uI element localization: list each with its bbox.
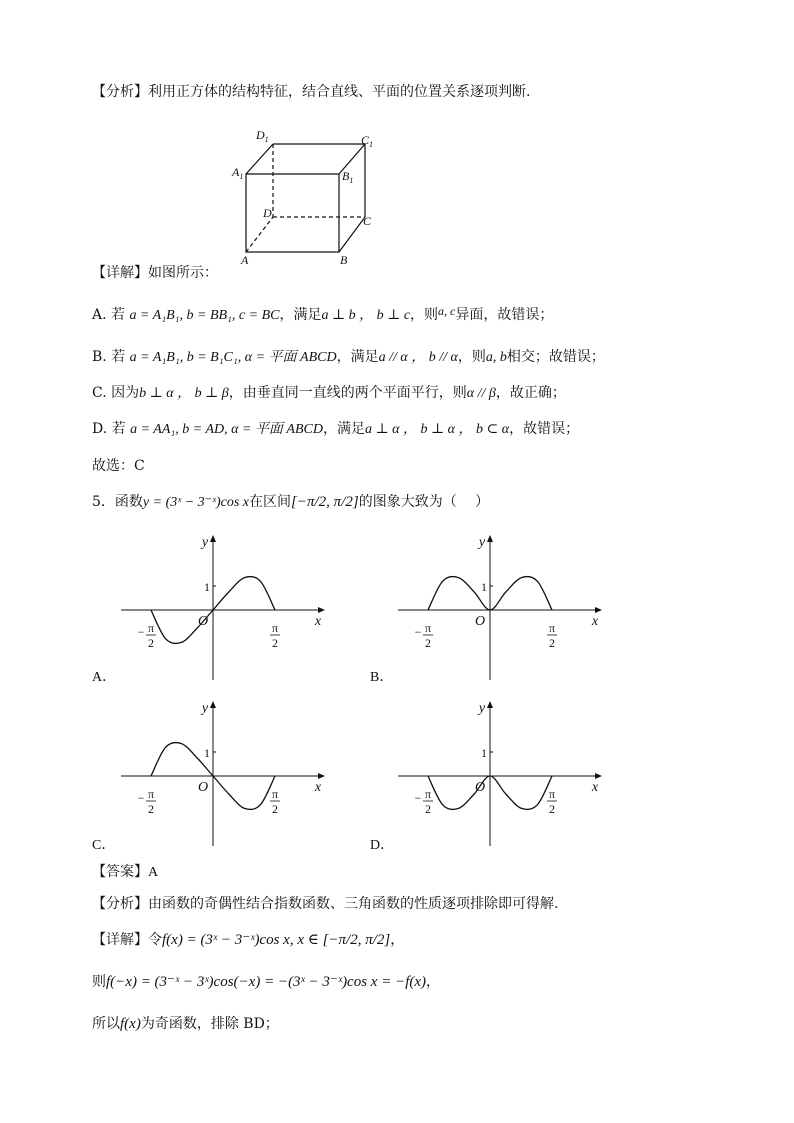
detail2-tag: 【详解】 <box>92 932 148 948</box>
tick-label-neg-pi: π <box>424 621 432 635</box>
x-label: x <box>314 780 322 795</box>
then-lead: 则 <box>92 974 106 990</box>
detail2-math: f(x) = (3ˣ − 3⁻ˣ)cos x, x ∈ [−π/2, π/2] <box>162 932 391 948</box>
detail2-tail: ， <box>390 932 405 948</box>
graph-option-c <box>118 698 328 848</box>
tick-label-minus: − <box>137 791 145 805</box>
tick-label-neg-two: 2 <box>425 802 431 816</box>
line-d-t3: ，故错误； <box>509 421 580 437</box>
line-c-rel1: b ⊥ α ， b ⊥ β <box>139 386 229 401</box>
line-a-ac: a, c <box>438 304 456 318</box>
option-c-line <box>92 383 566 404</box>
line-c-lead: C. 因为 <box>92 385 140 401</box>
line-b-ab: a, b <box>485 350 507 365</box>
so-lead: 所以 <box>92 1016 120 1032</box>
tick-label-neg-pi: π <box>147 787 155 801</box>
q5-tail: 的图象大致为（ ） <box>358 494 490 510</box>
cube-figure <box>226 124 386 268</box>
option-d-label: D． <box>370 838 395 853</box>
line-d-mid: ，满足 <box>322 421 365 437</box>
so-tail: 为奇函数，排除 BD； <box>140 1016 279 1032</box>
origin-label: O <box>474 614 486 629</box>
tick-label-minus: − <box>137 625 145 639</box>
analysis-tag: 【分析】 <box>92 84 148 100</box>
detail-line-1 <box>92 263 218 283</box>
tick-label-1: 1 <box>481 746 487 760</box>
tick-label-neg-pi: π <box>147 621 155 635</box>
detail-line-2 <box>92 930 404 950</box>
line-d-lead: D. 若 <box>92 421 126 437</box>
tick-label-neg-pi: π <box>424 787 432 801</box>
x-axis-arrow <box>595 773 602 779</box>
x-label: x <box>314 614 322 629</box>
line-a-lead: A. 若 <box>92 307 126 323</box>
detail-text: 如图所示： <box>148 265 218 281</box>
line-c-rel2: α // β <box>466 386 496 401</box>
line-b-t2: ，则 <box>457 349 486 365</box>
line-b-mid: ，满足 <box>336 349 379 365</box>
tick-label-neg-two: 2 <box>148 636 154 650</box>
tick-label-1: 1 <box>481 580 487 594</box>
tick-label-pi: π <box>548 787 556 801</box>
q5-func: y = (3ˣ − 3⁻ˣ)cos x <box>142 495 250 510</box>
y-label: y <box>478 701 486 716</box>
line-d-rel: a ⊥ α ， b ⊥ α ， b ⊂ α <box>364 422 510 437</box>
option-b-label: B． <box>370 670 394 685</box>
option-d-line <box>92 419 579 440</box>
tick-label-two: 2 <box>549 802 555 816</box>
label-B1: $B_1$ <box>342 169 354 185</box>
y-label: y <box>201 701 209 716</box>
detail2-lead: 令 <box>148 932 162 948</box>
tick-label-pi: π <box>271 621 279 635</box>
line-c-t3: ，故正确； <box>495 385 566 401</box>
detail-tag: 【详解】 <box>92 265 148 281</box>
y-axis-arrow <box>210 535 216 542</box>
y-axis-arrow <box>487 701 493 708</box>
graph-option-b <box>395 532 605 682</box>
tick-label-neg-two: 2 <box>425 636 431 650</box>
choose-line: 故选：C <box>92 458 145 474</box>
then-line <box>92 972 440 992</box>
y-axis-arrow <box>210 701 216 708</box>
line-d-math: a = AA₁, b = AD, α = 平面 ABCD <box>130 422 323 437</box>
question-5-line <box>92 492 489 513</box>
y-label: y <box>201 535 209 550</box>
q5-interval: [−π/2, π/2] <box>291 494 359 510</box>
line-b-math: a = A₁B₁, b = B₁C₁, α = 平面 ABCD <box>129 350 337 365</box>
label-A: A <box>241 253 249 267</box>
tick-label-minus: − <box>414 625 422 639</box>
tick-label-1: 1 <box>204 580 210 594</box>
tick-label-pi: π <box>548 621 556 635</box>
tick-label-minus: − <box>414 791 422 805</box>
q5-mid: 在区间 <box>249 494 292 510</box>
label-A1: $A_1$ <box>232 165 244 181</box>
line-a-math: a = A₁B₁, b = BB₁, c = BC <box>129 308 280 323</box>
option-b-line <box>92 347 605 368</box>
q5-num: 5．函数 <box>92 494 143 510</box>
option-c-label: C． <box>92 838 116 853</box>
answer-line <box>92 862 158 883</box>
analysis2-tag: 【分析】 <box>92 896 148 912</box>
option-a-label: A． <box>92 670 117 685</box>
y-label: y <box>478 535 486 550</box>
line-b-t3: 相交；故错误； <box>506 349 605 365</box>
so-math: f(x) <box>120 1016 141 1032</box>
label-D1: $D_1$ <box>256 128 269 144</box>
so-line <box>92 1014 279 1034</box>
origin-label: O <box>197 780 209 795</box>
answer-text: A <box>148 865 159 880</box>
line-a-mid: ，满足 <box>279 307 322 323</box>
tick-label-two: 2 <box>272 636 278 650</box>
then-tail: ， <box>426 974 441 990</box>
analysis-text: 利用正方体的结构特征，结合直线、平面的位置关系逐项判断. <box>148 84 531 100</box>
x-label: x <box>591 614 599 629</box>
x-axis-arrow <box>318 773 325 779</box>
tick-label-1: 1 <box>204 746 210 760</box>
tick-label-pi: π <box>271 787 279 801</box>
analysis-line-2 <box>92 894 558 914</box>
tick-label-neg-two: 2 <box>148 802 154 816</box>
line-a-t2: ，则 <box>410 307 439 323</box>
option-a-line <box>92 305 553 326</box>
origin-label: O <box>197 614 209 629</box>
graph-option-d <box>395 698 605 848</box>
answer-tag: 【答案】 <box>92 864 148 880</box>
analysis2-text: 由函数的奇偶性结合指数函数、三角函数的性质逐项排除即可得解. <box>148 896 559 912</box>
label-B: B <box>340 253 348 267</box>
label-C: C <box>363 214 372 228</box>
line-b-rel: a // α ， b // α <box>378 350 458 365</box>
x-label: x <box>591 780 599 795</box>
analysis-line-1 <box>92 82 530 102</box>
tick-label-two: 2 <box>549 636 555 650</box>
label-D: D <box>263 206 272 220</box>
line-a-t3: 异面，故错误； <box>455 307 554 323</box>
line-a-rel: a ⊥ b ， b ⊥ c <box>321 308 411 323</box>
x-axis-arrow <box>318 607 325 613</box>
then-math: f(−x) = (3⁻ˣ − 3ˣ)cos(−x) = −(3ˣ − 3⁻ˣ)cos x = −f(x) <box>106 974 427 990</box>
origin-label: O <box>474 780 486 795</box>
line-b-lead: B. 若 <box>92 349 126 365</box>
label-C1: $C_1$ <box>361 133 374 149</box>
x-axis-arrow <box>595 607 602 613</box>
graph-option-a <box>118 532 328 682</box>
y-axis-arrow <box>487 535 493 542</box>
tick-label-two: 2 <box>272 802 278 816</box>
line-c-mid: ，由垂直同一直线的两个平面平行，则 <box>228 385 467 401</box>
